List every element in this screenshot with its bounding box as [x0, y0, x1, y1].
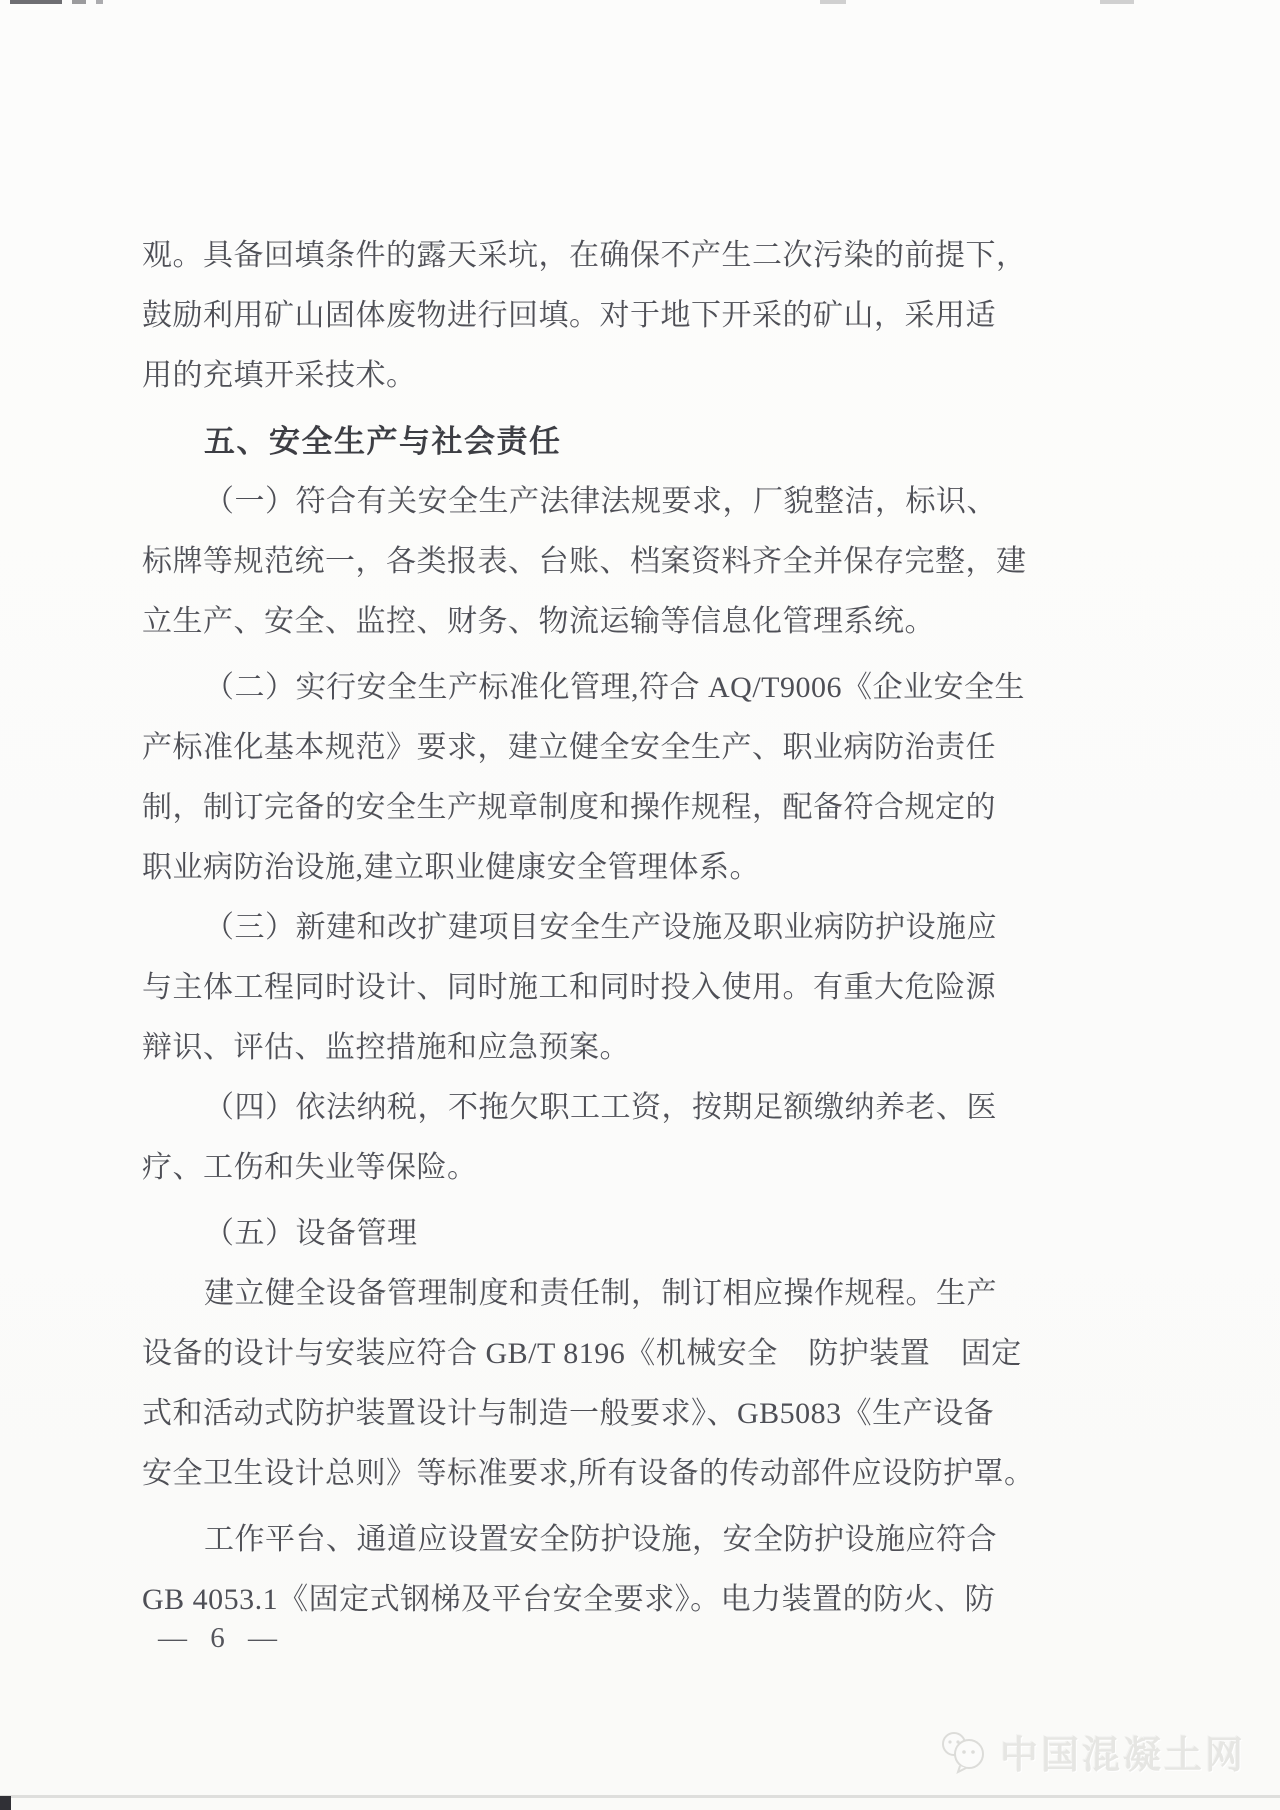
scan-artifact: [1100, 0, 1134, 4]
chat-bubbles-icon: [938, 1730, 990, 1774]
text-line: 设备的设计与安装应符合 GB/T 8196《机械安全 防护装置 固定: [142, 1337, 1022, 1370]
watermark: [938, 1724, 1246, 1779]
text-line: 立生产、安全、监控、财务、物流运输等信息化管理系统。: [142, 605, 935, 638]
text-line: （三）新建和改扩建项目安全生产设施及职业病防护设施应: [204, 911, 997, 944]
scan-corner-mark: [0, 1796, 11, 1810]
text-line: （四）依法纳税，不拖欠职工工资，按期足额缴纳养老、医: [204, 1091, 997, 1124]
scan-artifact: [72, 0, 86, 4]
text-line: GB 4053.1《固定式钢梯及平台安全要求》。电力装置的防火、防: [142, 1583, 996, 1616]
text-line: 工作平台、通道应设置安全防护设施，安全防护设施应符合: [204, 1523, 997, 1556]
text-line: （二）实行安全生产标准化管理,符合 AQ/T9006《企业安全生: [204, 671, 1025, 704]
scan-artifact: [96, 0, 103, 4]
text-line: 观。具备回填条件的露天采坑，在确保不产生二次污染的前提下，: [142, 239, 1027, 272]
text-line: 疗、工伤和失业等保险。: [142, 1151, 478, 1184]
section-heading: 五、安全生产与社会责任: [204, 424, 562, 459]
text-line: 式和活动式防护装置设计与制造一般要求》、GB5083《生产设备: [142, 1397, 995, 1430]
text-line: 与主体工程同时设计、同时施工和同时投入使用。有重大危险源: [142, 971, 996, 1004]
page-number: — 6 —: [158, 1622, 285, 1654]
scan-bottom-rule: [0, 1795, 1280, 1798]
text-line: 标牌等规范统一，各类报表、台账、档案资料齐全并保存完整，建: [142, 545, 1027, 578]
document-body: [142, 226, 1035, 1630]
scan-artifact: [10, 0, 62, 4]
scan-artifact: [820, 0, 846, 4]
text-line: （一）符合有关安全生产法律法规要求，厂貌整洁，标识、: [204, 485, 997, 518]
text-line: 建立健全设备管理制度和责任制，制订相应操作规程。生产: [204, 1277, 997, 1310]
text-line: 用的充填开采技术。: [142, 359, 417, 392]
text-line: 职业病防治设施,建立职业健康安全管理体系。: [142, 851, 760, 884]
text-line: 安全卫生设计总则》等标准要求,所有设备的传动部件应设防护罩。: [142, 1457, 1035, 1490]
text-line: 辩识、评估、监控措施和应急预案。: [142, 1031, 630, 1064]
text-line: 制，制订完备的安全生产规章制度和操作规程，配备符合规定的: [142, 791, 996, 824]
watermark-text: 中国混凝土网: [999, 1735, 1246, 1777]
text-line: 鼓励利用矿山固体废物进行回填。对于地下开采的矿山，采用适: [142, 299, 996, 332]
text-line: 产标准化基本规范》要求，建立健全安全生产、职业病防治责任: [142, 731, 996, 764]
text-line: （五）设备管理: [204, 1217, 418, 1250]
